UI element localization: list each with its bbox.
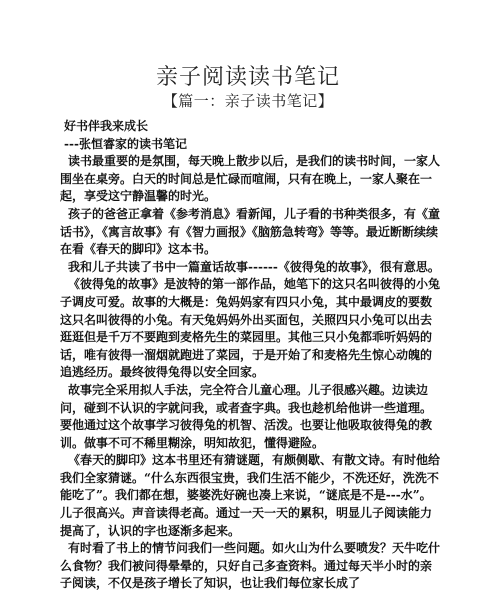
document-paragraph: 有时看了书上的情节问我们一些问题。如火山为什么要喷发？天牛吃什么食物？我们被问得晕晕的，只好自己多查资料。通过每天半小时的亲子阅读，不仅是孩子增长了知识，也让我们每位家长成了 <box>60 541 441 591</box>
document-title: 亲子阅读读书笔记 <box>155 65 340 90</box>
document-paragraph: 《彼得兔的故事》是波特的第一部作品，她笔下的这只名叫彼得的小兔子调皮可爱。故事的大概是：兔妈妈家有四只小兔，其中最调皮的要数这只名叫彼得的小兔。有天兔妈妈外出买面包，关照四只小兔可以出去逛逛但是千万不要跑到麦格先生的菜园里。其他三只小兔都乖听妈妈的话，唯有彼得一溜烟就跑进了菜园，于是开始了和麦格先生惊心动魄的追逃经历。最终彼得兔得以安全回家。 <box>60 277 441 380</box>
document-paragraph: 《春天的脚印》这本书里还有猜谜题，有颇侧歇、有散文诗。有时他给我们全家猜谜。“什么东西很宝贵，我们生活不能少，不洗还好，洗洗不能吃了”。我们都在想，婆婆洗好碗也凑上来说，“谜底是不是---水”。儿子很高兴。声音读得老高。通过一天一天的累积，明显儿子阅读能力提高了，认识的字也逐渐多起来。 <box>60 453 441 538</box>
document-heading-line: ---张恒睿家的读书笔记 <box>64 136 187 151</box>
document-heading-line: 好书伴我来成长 <box>64 119 149 133</box>
document-body <box>60 118 440 593</box>
document-paragraph: 读书最重要的是氛围，每天晚上散步以后，是我们的读书时间，一家人围坐在桌旁。白天的时间总是忙碌而喧闹，只有在晚上，一家人聚在一起，享受这宁静温馨的时光。 <box>60 154 441 204</box>
document-subtitle: 【篇一：亲子读书笔记】 <box>162 92 334 110</box>
document-paragraph: 故事完全采用拟人手法，完全符合儿童心理。儿子很感兴趣。边读边问，碰到不认识的字就问我，或者查字典。我也趁机给他讲一些道理。要他通过这个故事学习彼得兔的机智、活泼。也要让他吸取彼得兔的教训。做事不可不稀里糊涂，明知故犯，懂得避险。 <box>60 382 433 450</box>
document-paragraph: 孩子的爸爸正拿着《参考消息》看新闻，儿子看的书种类很多，有《童话书》，《寓言故事》有《智力画报》《脑筋急转弯》等等。最近断断续续在看《春天的脚印》这本书。 <box>60 206 441 257</box>
document-paragraph: 我和儿子共读了书中一篇童话故事------《彼得兔的故事》，很有意思。 <box>68 259 440 274</box>
